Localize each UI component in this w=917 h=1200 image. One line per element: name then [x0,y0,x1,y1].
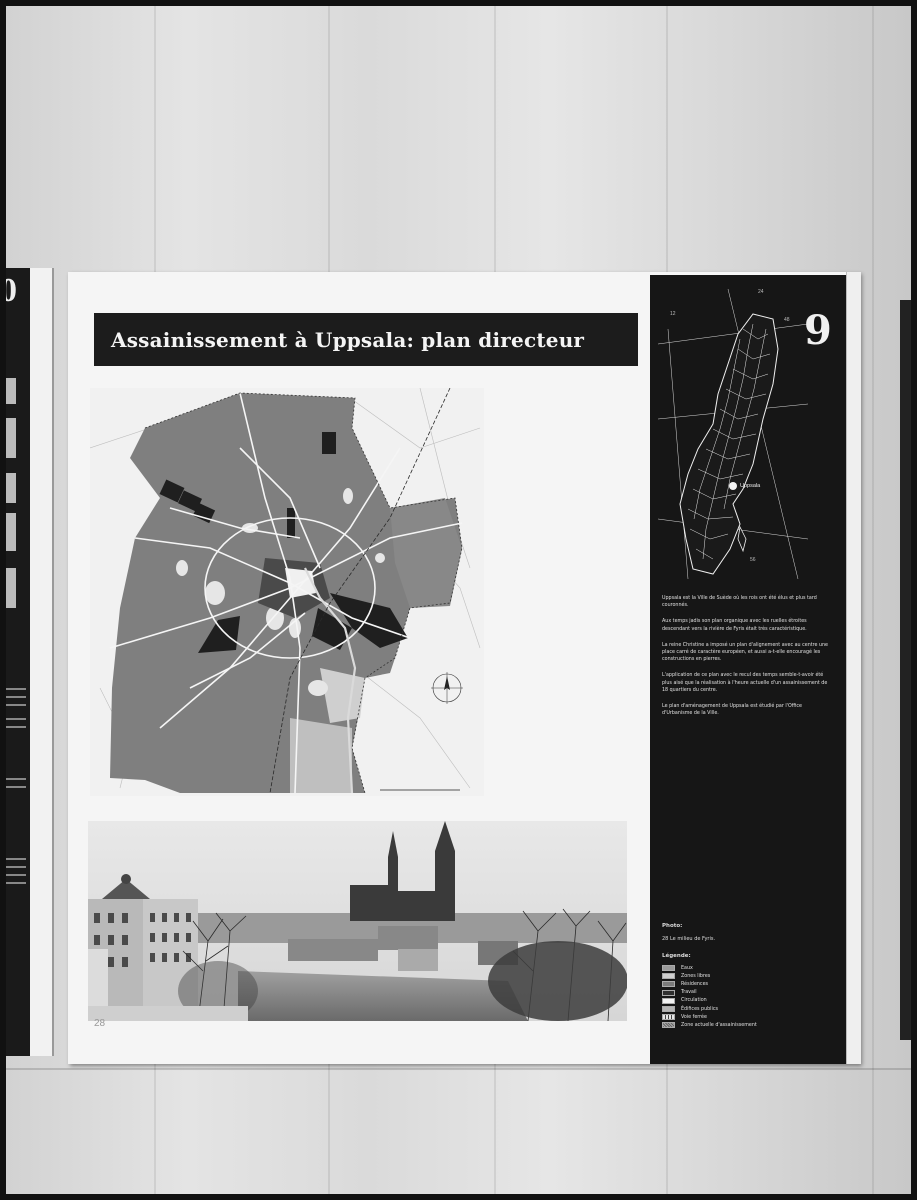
description-text [662,595,832,726]
title-bar [94,313,638,366]
legend-swatch [662,965,675,971]
legend-label: Voie ferrée [681,1014,707,1020]
coord-label: 56 [750,557,756,563]
legend-swatch [662,981,675,987]
description-paragraph: Le plan d'aménagement de Uppsala est étudié par l'Office d'Urbanisme de la Ville. [662,703,802,717]
sweden-map [658,289,808,579]
legend-label: Eaux [681,965,693,971]
panel-title: Assainissement à Uppsala: plan directeur [111,327,585,352]
legend-item [662,964,757,972]
legend-label: Circulation [681,998,707,1004]
legend-item [662,980,757,988]
legend-heading: Légende: [662,953,691,959]
legend-item [662,989,757,997]
panel-edge [846,272,861,1064]
photo-drawing [88,821,627,1021]
legend-swatch [662,1006,675,1012]
panel-number: 9 [804,307,832,354]
photo-number-mark: 28 [94,1018,106,1029]
legend-label: Édifices publics [681,1006,718,1012]
description-paragraph: La reine Christine a imposé un plan d'alignement avec au centre une place carré de caractère européen, et aussi a-t-elle encouragé les constructions en pierres. [662,642,828,663]
legend-swatch [662,1014,675,1020]
legend-item [662,1005,757,1013]
legend-label: Zone actuelle d'assainissement [681,1022,757,1028]
photo-caption: 28 Le milieu de Fyris. [662,936,716,942]
description-paragraph: Aux temps jadis son plan organique avec les ruelles étroites descendant vers la rivière de Fyris était très caractéristique. [662,619,807,632]
panel-main-area [68,272,650,1064]
neighbouring-panel-right [900,300,917,1040]
legend-label: Résidences [681,981,709,987]
coord-label: 48 [784,317,790,323]
legend-item [662,972,757,980]
legend-swatch [662,973,675,979]
uppsala-label: Uppsala [740,483,761,489]
coord-label: 24 [758,289,764,295]
photo-heading: Photo: [662,923,683,929]
coord-label: 12 [670,311,676,317]
legend-label: Zones libres [681,973,711,979]
exhibition-panel [68,272,860,1064]
description-paragraph: L'application de ce plan avec le recul des temps semble-t-avoir été plus aisé que la réalisation à l'heure actuelle d'un assainissement de 18 quartiers du centre. [662,673,828,693]
legend-swatch [662,990,675,996]
description-paragraph: Uppsala est la Ville de Suède où les rois ont été élus et plus tard couronnés. [662,596,817,609]
neighbouring-panel-left: 0 [0,268,54,1056]
town-photo [88,821,627,1021]
legend-swatch [662,998,675,1004]
legend [662,964,757,1030]
legend-item [662,1021,757,1029]
legend-swatch [662,1022,675,1028]
info-column [650,275,846,1064]
city-plan-map [90,388,484,796]
city-plan-drawing [90,388,484,796]
legend-item [662,1013,757,1021]
legend-label: Travail [681,990,697,996]
legend-item [662,997,757,1005]
